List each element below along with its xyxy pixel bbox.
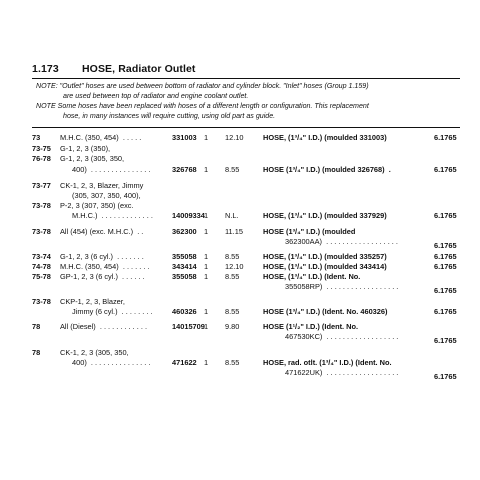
section-title: HOSE, Radiator Outlet — [82, 63, 196, 75]
row-price: 8.55 — [225, 358, 240, 367]
note-line: NOTE: "Outlet" hoses are used between bottom of radiator and cylinder block. "Inlet" hoses (Group 1.159) — [36, 82, 369, 90]
row-part-number: 460326 — [172, 307, 197, 316]
row-price: 9.80 — [225, 322, 240, 331]
row-group: 6.1765 — [434, 241, 457, 250]
row-model: All (Diesel) . . . . . . . . . . . . — [60, 322, 148, 331]
row-year: 78 — [32, 322, 41, 331]
row-part-number: 14015709 — [172, 322, 205, 331]
row-group: 6.1765 — [434, 286, 457, 295]
row-description: HOSE (1³/₄" I.D.) (moulded — [263, 227, 356, 236]
row-part-number: 326768 — [172, 165, 197, 174]
row-price: 8.55 — [225, 272, 240, 281]
row-model: M.H.C. (350, 454) . . . . . — [60, 133, 142, 142]
row-year: 73-78 — [32, 227, 51, 236]
row-model-continued: 400) . . . . . . . . . . . . . . . — [72, 165, 151, 174]
row-part-number: 331003 — [172, 133, 197, 142]
row-description: HOSE (1³/₄" I.D.) (moulded 326768) . — [263, 165, 391, 174]
row-part-number: 355058 — [172, 272, 197, 281]
section-number: 1.173 — [32, 63, 59, 75]
row-group: 6.1765 — [434, 165, 457, 174]
row-price: 12.10 — [225, 133, 244, 142]
row-description: HOSE, (1³/₄" I.D.) (moulded 337929) — [263, 211, 387, 220]
note-line: NOTE Some hoses have been replaced with hoses of a different length or configuration. This replacement — [36, 101, 369, 110]
row-quantity: 1 — [204, 272, 209, 281]
row-model-continued: Jimmy (6 cyl.) . . . . . . . . — [72, 307, 153, 316]
row-quantity: 1 — [204, 307, 209, 316]
row-model: All (454) (exc. M.H.C.) . . — [60, 227, 144, 236]
row-price: 12.10 — [225, 262, 244, 271]
row-description: HOSE, (1³/₄" I.D.) (moulded 343414) — [263, 262, 387, 271]
row-year: 73-78 — [32, 201, 51, 210]
row-model: GP-1, 2, 3 (6 cyl.) . . . . . . — [60, 272, 145, 281]
row-model: CK-1, 2, 3, Blazer, Jimmy — [60, 181, 144, 190]
row-description: HOSE (1¹/₂" I.D.) (Ident. No. — [263, 322, 359, 331]
row-price: 11.15 — [225, 227, 243, 236]
row-group: 6.1765 — [434, 336, 457, 345]
row-description: HOSE, (1³/₄" I.D.) (moulded 331003) — [263, 133, 387, 142]
row-model: CK-1, 2, 3 (305, 350, — [60, 348, 129, 357]
row-description-continued: 471622UK) . . . . . . . . . . . . . . . . . . — [285, 368, 399, 377]
row-model: G-1, 2, 3 (305, 350, — [60, 154, 125, 163]
row-year: 73-75 — [32, 144, 51, 153]
row-description-continued: 355058RP) . . . . . . . . . . . . . . . . . . — [285, 282, 399, 291]
row-part-number: 14009334 — [172, 211, 205, 220]
row-year: 73-77 — [32, 181, 51, 190]
row-year: 74-78 — [32, 262, 51, 271]
row-quantity: 1 — [204, 322, 209, 331]
row-model: G-1, 2, 3 (350), — [60, 144, 111, 153]
row-price: 8.55 — [225, 252, 240, 261]
row-group: 6.1765 — [434, 262, 457, 271]
row-description: HOSE, rad. otlt. (1³/₄" I.D.) (Ident. No. — [263, 358, 392, 367]
row-year: 73 — [32, 133, 41, 142]
row-quantity: 1 — [204, 133, 209, 142]
row-quantity: 1 — [204, 358, 209, 367]
row-year: 78 — [32, 348, 41, 357]
row-part-number: 471622 — [172, 358, 197, 367]
row-group: 6.1765 — [434, 307, 457, 316]
row-price: 8.55 — [225, 165, 240, 174]
row-model: CKP-1, 2, 3, Blazer, — [60, 297, 125, 306]
row-model: P-2, 3 (307, 350) (exc. — [60, 201, 134, 210]
note-line: hose, in many instances will require cutting, using old part as guide. — [63, 111, 276, 120]
row-year: 75-78 — [32, 272, 51, 281]
row-quantity: 1 — [204, 211, 209, 220]
row-price: N.L. — [225, 211, 239, 220]
row-group: 6.1765 — [434, 211, 457, 220]
row-group: 6.1765 — [434, 372, 457, 381]
row-description-continued: 362300AA) . . . . . . . . . . . . . . . . . . — [285, 237, 398, 246]
row-model-continued: 400) . . . . . . . . . . . . . . . — [72, 358, 151, 367]
row-group: 6.1765 — [434, 133, 457, 142]
row-part-number: 355058 — [172, 252, 197, 261]
row-description: HOSE (1³/₄" I.D.) (Ident. No. 460326) — [263, 307, 388, 316]
note-line: are used between top of radiator and engine coolant outlet. — [63, 91, 249, 100]
row-quantity: 1 — [204, 262, 209, 271]
row-model: M.H.C. (350, 454) . . . . . . . — [60, 262, 150, 271]
row-part-number: 343414 — [172, 262, 197, 271]
row-description: HOSE, (1³/₄" I.D.) (moulded 335257) — [263, 252, 387, 261]
row-year: 76-78 — [32, 154, 51, 163]
row-group: 6.1765 — [434, 252, 457, 261]
row-description: HOSE, (1³/₄" I.D.) (Ident. No. — [263, 272, 361, 281]
row-model-continued: (305, 307, 350, 400), — [72, 191, 141, 200]
row-model-continued: M.H.C.) . . . . . . . . . . . . . — [72, 211, 153, 220]
row-quantity: 1 — [204, 252, 209, 261]
row-price: 8.55 — [225, 307, 240, 316]
row-description-continued: 467530KC) . . . . . . . . . . . . . . . . . . — [285, 332, 399, 341]
row-model: G-1, 2, 3 (6 cyl.) . . . . . . . — [60, 252, 144, 261]
row-quantity: 1 — [204, 227, 209, 236]
row-part-number: 362300 — [172, 227, 197, 236]
row-quantity: 1 — [204, 165, 209, 174]
row-year: 73-78 — [32, 297, 51, 306]
row-year: 73-74 — [32, 252, 51, 261]
